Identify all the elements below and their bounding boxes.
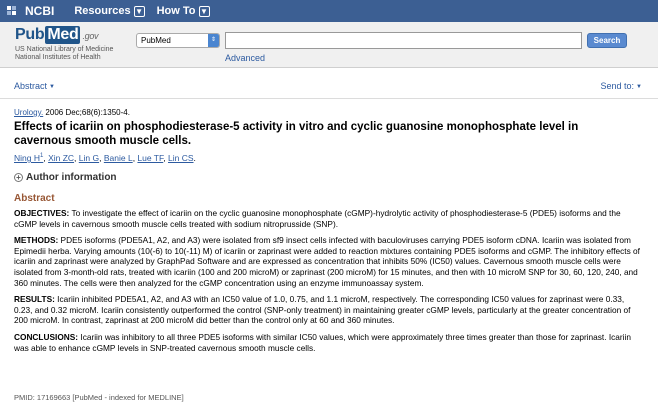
pmid-line: PMID: 17169663 [PubMed - indexed for MEDLINE] [14, 393, 184, 402]
abstract-section-methods [14, 235, 644, 288]
caret-down-icon: ▼ [636, 83, 642, 90]
nlm-caption [15, 46, 113, 62]
select-arrows-icon: ⇕ [208, 34, 219, 47]
author-affiliation-sup: 1 [39, 153, 44, 160]
search-input[interactable] [225, 32, 582, 49]
format-bar [0, 79, 658, 95]
section-text: PDE5 isoforms (PDE5A1, A2, and A3) were isolated from sf9 insect cells infected with baculoviruses carrying PDE5 isoform cDNA. Icariin was isolated from Epimedii herba. Varying amounts (10(-6) to 10(-11) M) of icariin or zaprinast were added to reaction mixtures containing PDE5 isoforms and cGMP. The inhibitory effects of icariin and zaprinast were analyzed by GraphPad Software and are expressed as concentration that inhibits 50% (IC50) values. Cavernous smooth muscle cells were isolated from 3-month-old rats, treated with icariin (100 and 200 microM) or zaprinast (200 microM) for 15 minutes, and then with 10 microM SNP for 30, 60, 120, 240, and 360 minutes. The cells were then analyzed for the cGMP concentration using an enzyme immunoassay system. [14, 235, 640, 288]
send-to-dropdown[interactable] [601, 81, 642, 91]
section-label: RESULTS: [14, 294, 55, 305]
advanced-search-link[interactable]: Advanced [225, 53, 266, 63]
logo-med: Med [47, 26, 79, 43]
ncbi-logo[interactable] [6, 4, 54, 18]
logo-pub: Pub [15, 26, 45, 43]
resources-menu[interactable] [74, 5, 144, 17]
ncbi-label: NCBI [25, 4, 55, 18]
ncbi-logo-icon [6, 4, 22, 18]
citation [14, 108, 130, 117]
author-info-label: Author information [26, 172, 117, 183]
divider [0, 98, 658, 99]
search-button[interactable]: Search [587, 33, 627, 48]
abstract-section-results [14, 294, 644, 326]
author-link[interactable] [14, 153, 43, 163]
format-dropdown[interactable] [14, 81, 55, 91]
howto-menu[interactable] [157, 5, 210, 17]
article-title: Effects of icariin on phosphodiesterase-5 activity in vitro and cyclic guanosine monophosphate level in cavernous smooth muscle cells. [14, 121, 579, 147]
pubmed-logo[interactable] [15, 26, 98, 44]
journal-link[interactable]: Urology. [14, 108, 44, 117]
resources-label: Resources [74, 5, 131, 17]
author-information-toggle[interactable] [14, 172, 117, 183]
send-to-label: Send to: [600, 81, 635, 91]
caret-down-icon: ▼ [49, 83, 55, 90]
section-text: Icariin inhibited PDE5A1, A2, and A3 with an IC50 value of 1.0, 0.75, and 1.1 microM, respectively. The corresponding IC50 values for zaprinast were 0.33, 0.23, and 0.32 microM. Icariin consistently outperformed the control (SNP-only treatment) in maintaining greater cGMP levels, particularly at the greater concentration of 200 microM. In contrast, zaprinast at 200 microM did better than the control only at 60 and 360 minutes. [14, 294, 631, 326]
section-label: OBJECTIVES: [14, 208, 70, 218]
author-link[interactable]: Xin ZC [48, 153, 75, 163]
section-text: Icariin was inhibitory to all three PDE5 isoforms with similar IC50 values, which were approximately three times greater than those for zaprinast. Icariin was able to enhance cGMP levels in SNP-treated cavernous smooth muscle cells. [14, 331, 631, 353]
database-select[interactable] [136, 33, 220, 48]
section-label: METHODS: [14, 235, 59, 246]
citation-details: 2006 Dec;68(6):1350-4. [43, 108, 130, 117]
abstract-section-objectives [14, 208, 644, 229]
howto-label: How To [156, 5, 196, 17]
database-select-value: PubMed [141, 36, 171, 45]
author-link[interactable]: Lin G [78, 153, 100, 163]
logo-gov: .gov [82, 31, 99, 41]
ncbi-top-bar [0, 0, 658, 22]
abstract-heading: Abstract [14, 193, 55, 204]
nlm-line-1: US National Library of Medicine [15, 46, 114, 53]
pubmed-header [0, 22, 658, 68]
author-list: Ning $H^1$, Xin ZC, Lin G, Banie L, Lue TF, Lin CS. [14, 153, 196, 163]
nlm-line-2: National Institutes of Health [15, 54, 101, 61]
section-text: To investigate the effect of icariin on the cyclic guanosine monophosphate (cGMP)-hydrolytic activity of phosphodiesterase-5 (PDE5) isoforms and the cGMP levels in cavernous smooth muscle cells treated with sodium nitroprusside (SNP). [14, 208, 621, 229]
author-link[interactable]: Lue TF [137, 153, 164, 163]
expand-plus-icon: + [14, 173, 23, 182]
author-link[interactable]: Lin CS [168, 153, 194, 163]
abstract-body [14, 208, 644, 359]
author-name: Ning H [14, 153, 40, 163]
abstract-section-conclusions [14, 332, 644, 353]
chevron-down-icon: ▼ [200, 6, 208, 16]
chevron-down-icon: ▼ [135, 6, 144, 16]
format-label: Abstract [14, 81, 48, 91]
section-label: CONCLUSIONS: [14, 331, 79, 342]
author-link[interactable]: Banie L [103, 153, 133, 163]
